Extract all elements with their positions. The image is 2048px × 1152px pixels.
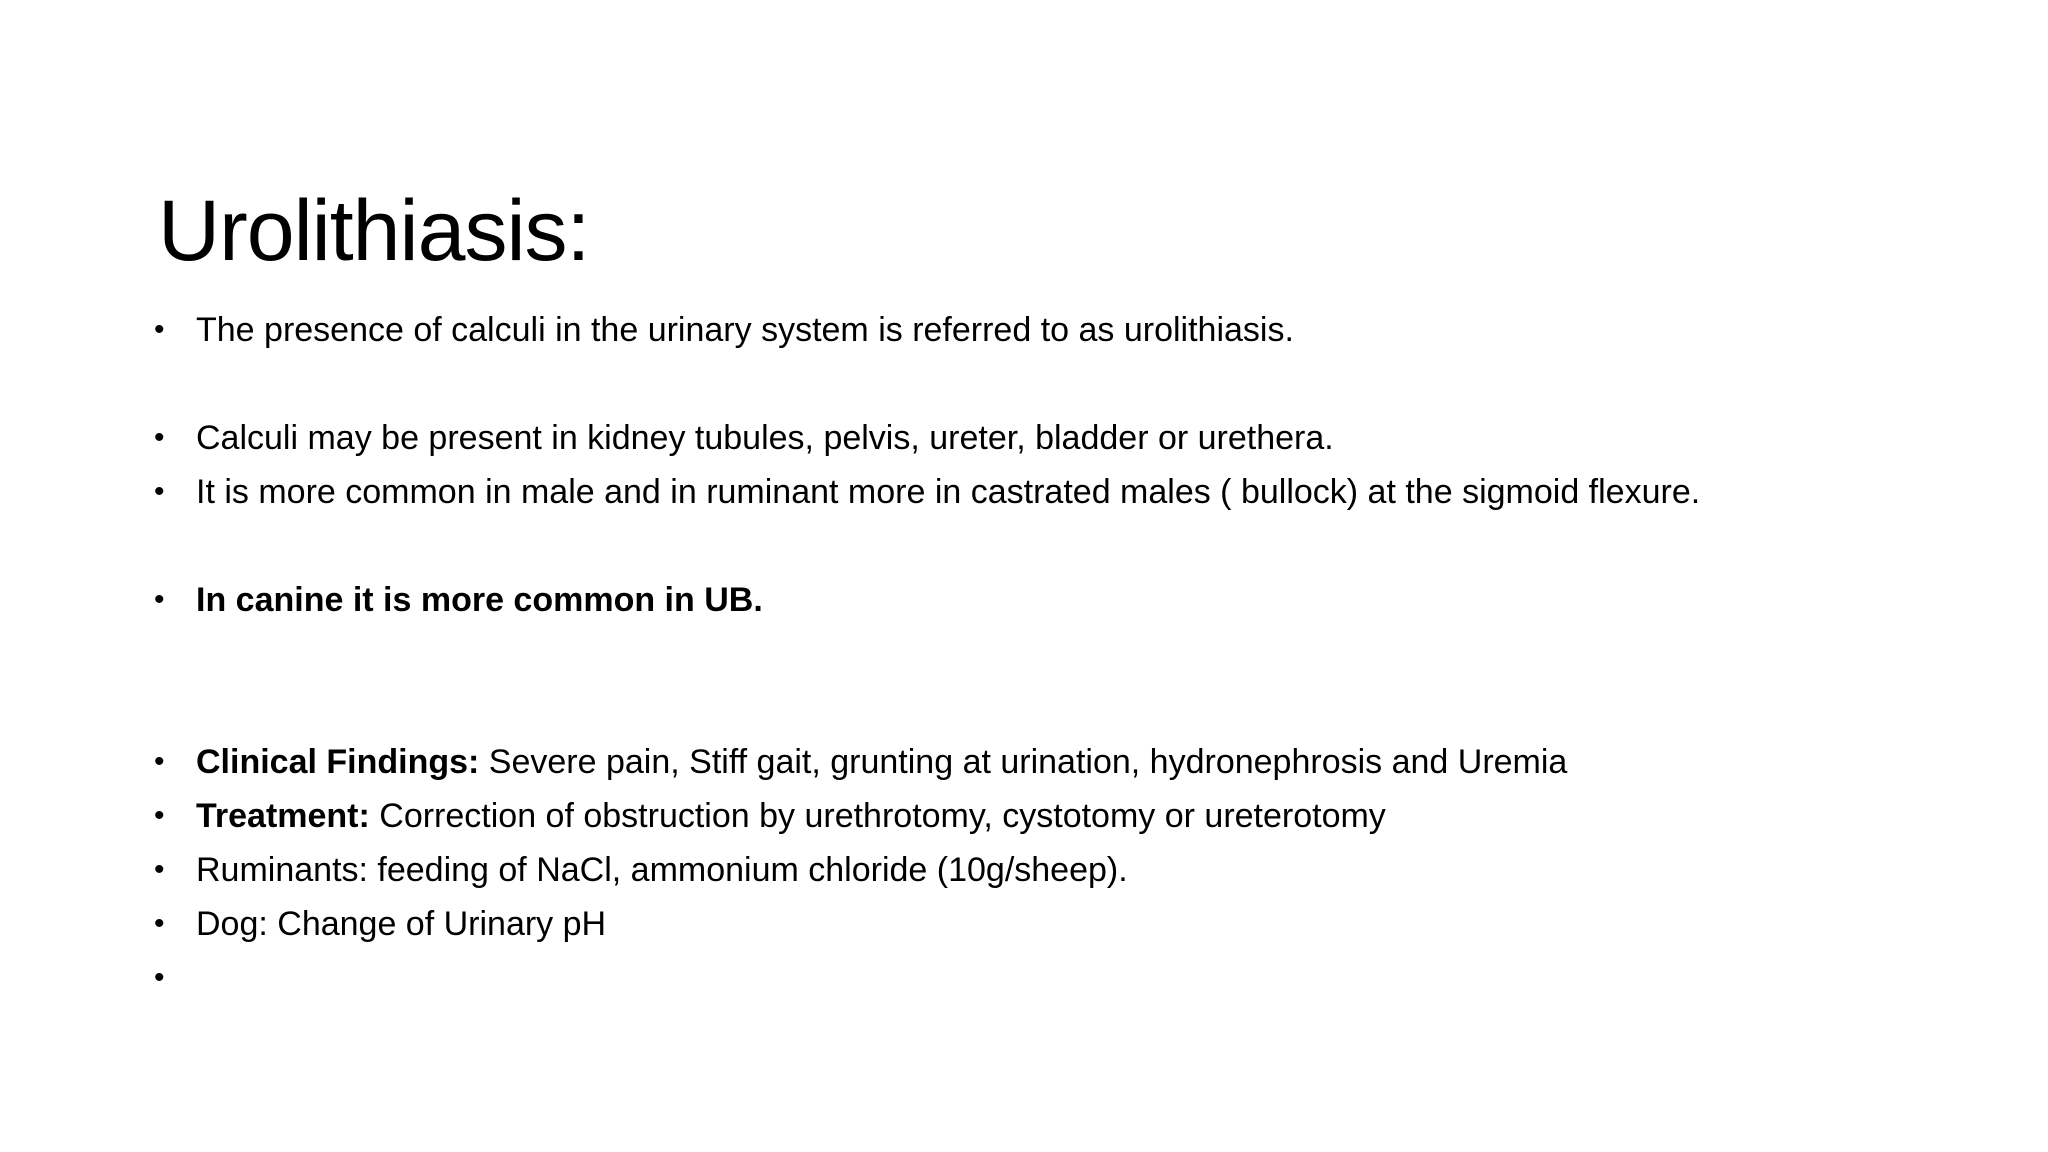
bullet-text-container bbox=[196, 791, 1386, 841]
bullet-icon: • bbox=[154, 421, 165, 454]
bullet-item-calculi-location bbox=[154, 413, 1334, 463]
bullet-text: Dog: Change of Urinary pH bbox=[196, 905, 607, 943]
bullet-label: Clinical Findings: bbox=[196, 743, 480, 781]
bullet-icon: • bbox=[154, 853, 165, 886]
bullet-item-urolithiasis-definition bbox=[154, 305, 1294, 355]
bullet-item-ruminant-treatment bbox=[154, 845, 1128, 895]
bullet-text: In canine it is more common in UB. bbox=[196, 581, 763, 619]
bullet-text: Ruminants: feeding of NaCl, ammonium chloride (10g/sheep). bbox=[196, 851, 1128, 889]
bullet-icon: • bbox=[154, 313, 165, 346]
bullet-text: Calculi may be present in kidney tubules, pelvis, ureter, bladder or urethera. bbox=[196, 419, 1334, 457]
bullet-item-canine-ub bbox=[154, 575, 763, 625]
bullet-text: Severe pain, Stiff gait, grunting at urination, hydronephrosis and Uremia bbox=[479, 743, 1568, 781]
bullet-item-treatment bbox=[154, 791, 1386, 841]
bullet-text-container bbox=[196, 737, 1567, 787]
bullet-item-dog-treatment bbox=[154, 899, 606, 949]
bullet-icon: • bbox=[154, 907, 165, 940]
bullet-text: It is more common in male and in ruminant more in castrated males ( bullock) at the sigmoid flexure. bbox=[196, 473, 1701, 511]
slide-title: Urolithiasis: bbox=[158, 182, 590, 279]
bullet-text: The presence of calculi in the urinary system is referred to as urolithiasis. bbox=[196, 311, 1294, 349]
bullet-item-male-ruminant-risk bbox=[154, 467, 1700, 517]
bullet-icon: • bbox=[154, 475, 165, 508]
bullet-icon: • bbox=[154, 799, 165, 832]
bullet-icon: • bbox=[154, 745, 165, 778]
bullet-icon: • bbox=[154, 583, 165, 616]
bullet-text: Correction of obstruction by urethrotomy, cystotomy or ureterotomy bbox=[369, 797, 1386, 835]
bullet-label: Treatment: bbox=[196, 797, 370, 835]
bullet-icon: • bbox=[154, 961, 165, 994]
bullet-item-clinical-findings bbox=[154, 737, 1567, 787]
bullet-item-empty bbox=[154, 953, 196, 1003]
